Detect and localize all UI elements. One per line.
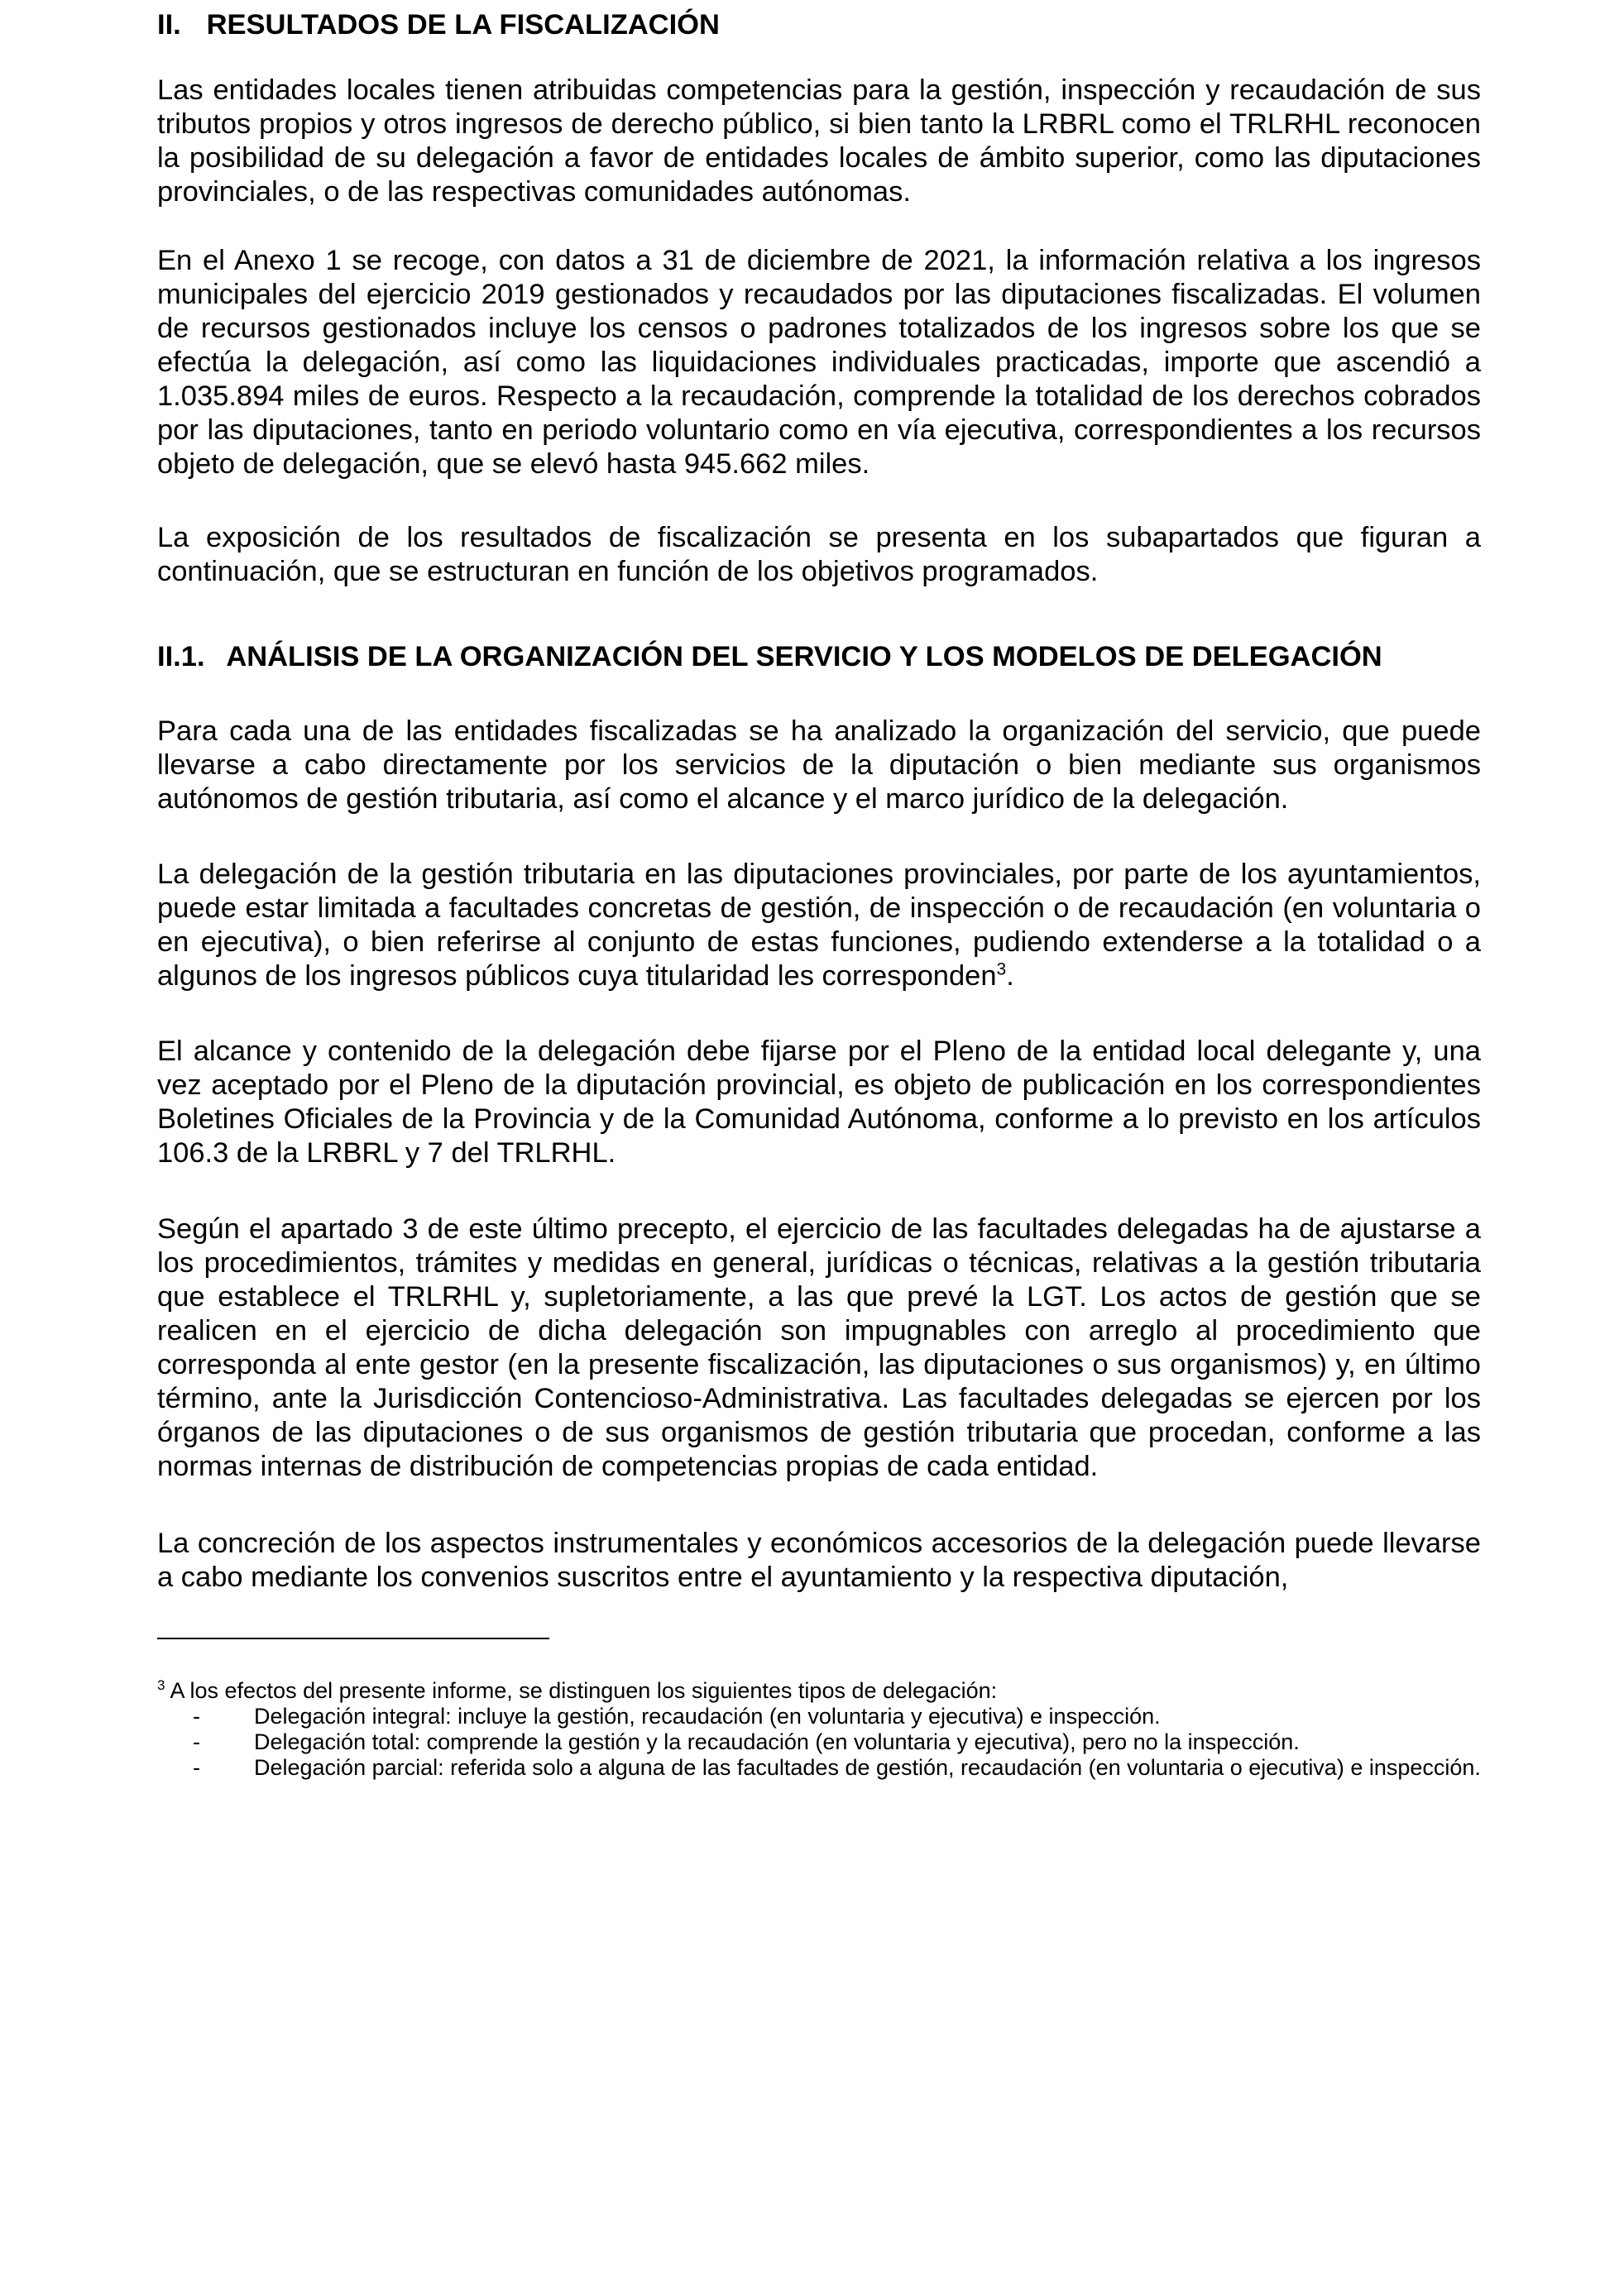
paragraph: Según el apartado 3 de este último precepto, el ejercicio de las facultades delegadas ha de ajustarse a los procedimientos, trámites y medidas en general, jurídicas o técnicas, relativas a la gestión tributaria que establece el TRLRHL y, supletoriamente, a las que prevé la LGT. Los actos de gestión que se realicen en el ejercicio de dicha delegación son impugnables con arreglo al procedimiento que corresponda al ente gestor (en la presente fiscalización, las diputaciones o sus organismos) y, en último término, ante la Jurisdicción Contencioso-Administrativa. Las facultades delegadas se ejercen por los órganos de las diputaciones o de sus organismos de gestión tributaria que procedan, conforme a las normas internas de distribución de competencias propias de cada entidad.: [157, 1213, 1481, 1482]
footnote-item-text: Delegación total: comprende la gestión y la recaudación (en voluntaria y ejecutiva), pero no la inspección.: [254, 1729, 1300, 1754]
footnote-mark: 3: [157, 1677, 165, 1693]
footnote-item-text: Delegación parcial: referida solo a alguna de las facultades de gestión, recaudación (en voluntaria o ejecutiva) e inspección.: [254, 1755, 1481, 1780]
paragraph: El alcance y contenido de la delegación debe fijarse por el Pleno de la entidad local delegante y, una vez aceptado por el Pleno de la diputación provincial, es objeto de publicación en los correspondientes Boletines Oficiales de la Provincia y de la Comunidad Autónoma, conforme a lo previsto en los artículos 106.3 de la LRBRL y 7 del TRLRHL.: [157, 1036, 1481, 1169]
footnote-intro-text: A los efectos del presente informe, se distinguen los siguientes tipos de delegación:: [170, 1678, 998, 1703]
paragraph: La concreción de los aspectos instrumentales y económicos accesorios de la delegación puede llevarse a cabo mediante los convenios suscritos entre el ayuntamiento y la respectiva diputación,: [157, 1528, 1481, 1593]
paragraph: [157, 858, 1481, 993]
footnote-item-text: Delegación integral: incluye la gestión, recaudación (en voluntaria y ejecutiva) e inspección.: [254, 1704, 1161, 1729]
paragraph: En el Anexo 1 se recoge, con datos a 31 de diciembre de 2021, la información relativa a los ingresos municipales del ejercicio 2019 gestionados y recaudados por las diputaciones fiscalizadas. El volumen de recursos gestionados incluye los censos o padrones totalizados de los ingresos sobre los que se efectúa la delegación, así como las liquidaciones individuales practicadas, importe que ascendió a 1.035.894 miles de euros. Respecto a la recaudación, comprende la totalidad de los derechos cobrados por las diputaciones, tanto en periodo voluntario como en vía ejecutiva, correspondientes a los recursos objeto de delegación, que se elevó hasta 945.662 miles.: [157, 245, 1481, 480]
period: .: [1006, 960, 1014, 992]
section-number: II.: [157, 9, 181, 41]
section-title: RESULTADOS DE LA FISCALIZACIÓN: [206, 9, 720, 41]
paragraph-text: La delegación de la gestión tributaria en las diputaciones provinciales, por parte de los ayuntamientos, puede estar limitada a facultades concretas de gestión, de inspección o de recaudación (en voluntaria o en ejecutiva), o bien referirse al conjunto de estas funciones, pudiendo extenderse a la totalidad o a algunos de los ingresos públicos cuya titularidad les corresponden: [157, 859, 1481, 992]
paragraph: La exposición de los resultados de fiscalización se presenta en los subapartados que figuran a continuación, que se estructuran en función de los objetivos programados.: [157, 522, 1481, 587]
paragraph: Las entidades locales tienen atribuidas competencias para la gestión, inspección y recaudación de sus tributos propios y otros ingresos de derecho público, si bien tanto la LRBRL como el TRLRHL reconocen la posibilidad de su delegación a favor de entidades locales de ámbito superior, como las diputaciones provinciales, o de las respectivas comunidades autónomas.: [157, 74, 1481, 208]
dash-bullet: -: [193, 1729, 200, 1754]
footnote-separator: [157, 1638, 549, 1639]
footnote-intro: [157, 1672, 1481, 1704]
footnote-list: [157, 1704, 1481, 1781]
footnote-item: [157, 1755, 1481, 1781]
footnote-item: [157, 1729, 1481, 1755]
dash-bullet: -: [193, 1755, 200, 1780]
footnote-reference[interactable]: 3: [996, 959, 1007, 979]
paragraph: Para cada una de las entidades fiscalizadas se ha analizado la organización del servicio, que puede llevarse a cabo directamente por los servicios de la diputación o bien mediante sus organismos autónomos de gestión tributaria, así como el alcance y el marco jurídico de la delegación.: [157, 715, 1481, 815]
subsection-title: ANÁLISIS DE LA ORGANIZACIÓN DEL SERVICIO Y LOS MODELOS DE DELEGACIÓN: [226, 641, 1382, 672]
footnote: [157, 1672, 1481, 1781]
footnote-item: [157, 1704, 1481, 1729]
section-heading: [157, 8, 1481, 42]
dash-bullet: -: [193, 1704, 200, 1729]
subsection-heading: [157, 640, 1481, 674]
subsection-number: II.1.: [157, 641, 205, 672]
